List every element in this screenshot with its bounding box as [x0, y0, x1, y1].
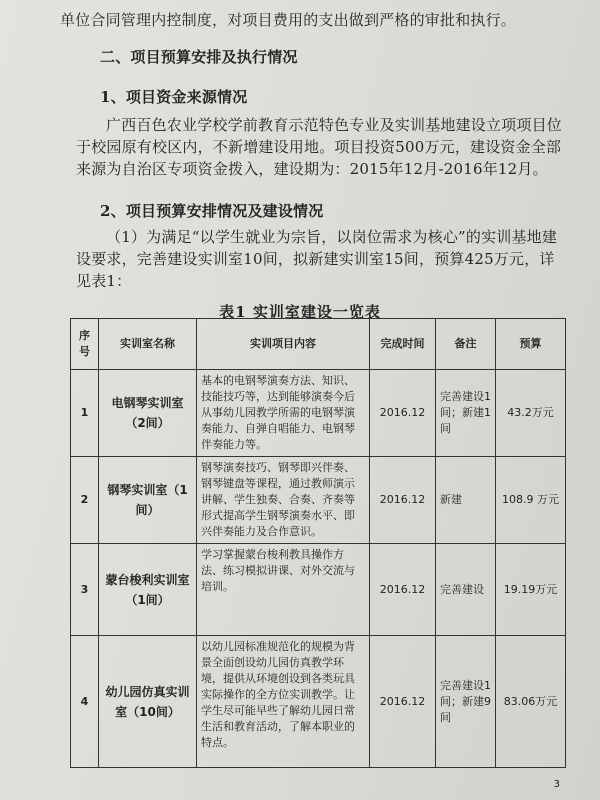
paragraph: （1）为满足“以学生就业为宗旨，以岗位需求为核心”的实训基地建设要求，完善建设实训室10间，拟新建实训室15间，预算425万元，详见表1： — [76, 228, 558, 290]
cell-name: 电钢琴实训室（2间） — [99, 370, 197, 457]
cell-no: 3 — [71, 544, 99, 636]
cell-date: 2016.12 — [370, 636, 436, 768]
cell-no: 4 — [71, 636, 99, 768]
cell-content: 钢琴演奏技巧、钢琴即兴伴奏、钢琴键盘等课程，通过教师演示讲解、学生独奏、合奏、齐奏等形式提高学生钢琴演奏水平、即兴伴奏能力及合作意识。 — [197, 457, 370, 544]
cell-budget: 43.2万元 — [496, 370, 566, 457]
cell-content: 学习掌握蒙台梭利教具操作方法、练习模拟讲课、对外交流与培训。 — [197, 544, 370, 636]
header-note: 备注 — [436, 319, 496, 370]
cell-content: 基本的电钢琴演奏方法、知识、技能技巧等，达到能够演奏今后从事幼儿园教学所需的电钢琴演奏能力、自弹自唱能力、电钢琴伴奏能力等。 — [197, 370, 370, 457]
cell-note: 新建 — [436, 457, 496, 544]
cell-note: 完善建设 — [436, 544, 496, 636]
subsection-heading: 2、项目预算安排情况及建设情况 — [100, 202, 324, 220]
table-row — [71, 457, 566, 544]
cell-no: 1 — [71, 370, 99, 457]
cell-date: 2016.12 — [370, 544, 436, 636]
subsection-heading: 1、项目资金来源情况 — [100, 88, 248, 106]
cell-name: 幼儿园仿真实训室（10间） — [99, 636, 197, 768]
text-line: 单位合同管理内控制度，对项目费用的支出做到严格的审批和执行。 — [60, 11, 517, 29]
cell-name: 钢琴实训室（1间） — [99, 457, 197, 544]
cell-no: 2 — [71, 457, 99, 544]
table-caption: 表1 实训室建设一览表 — [219, 303, 381, 321]
cell-note: 完善建设1间；新建9间 — [436, 636, 496, 768]
cell-content: 以幼儿园标准规范化的规模为背景全面创设幼儿园仿真教学环境，提供从环境创设到各类玩具实际操作的全方位实训教学。让学生尽可能早些了解幼儿园日常生活和教育活动，了解本职业的特点。 — [197, 636, 370, 768]
header-budget: 预算 — [496, 319, 566, 370]
cell-budget: 83.06万元 — [496, 636, 566, 768]
cell-date: 2016.12 — [370, 370, 436, 457]
table-row — [71, 544, 566, 636]
table-row — [71, 636, 566, 768]
lab-construction-table — [70, 318, 566, 768]
header-content: 实训项目内容 — [197, 319, 370, 370]
paragraph: 广西百色农业学校学前教育示范特色专业及实训基地建设立项项目位于校园原有校区内，不新增建设用地。项目投资500万元，建设资金全部来源为自治区专项资金拨入，建设期为：2015年12月-2016年12月。 — [76, 116, 563, 178]
section-heading: 二、项目预算安排及执行情况 — [100, 48, 298, 66]
cell-budget: 108.9 万元 — [496, 457, 566, 544]
cell-budget: 19.19万元 — [496, 544, 566, 636]
cell-date: 2016.12 — [370, 457, 436, 544]
cell-note: 完善建设1间；新建1间 — [436, 370, 496, 457]
page-number: 3 — [553, 779, 560, 790]
cell-name: 蒙台梭利实训室（1间） — [99, 544, 197, 636]
table-row — [71, 370, 566, 457]
header-no: 序号 — [71, 319, 99, 370]
table-header-row — [71, 319, 566, 370]
header-date: 完成时间 — [370, 319, 436, 370]
header-name: 实训室名称 — [99, 319, 197, 370]
